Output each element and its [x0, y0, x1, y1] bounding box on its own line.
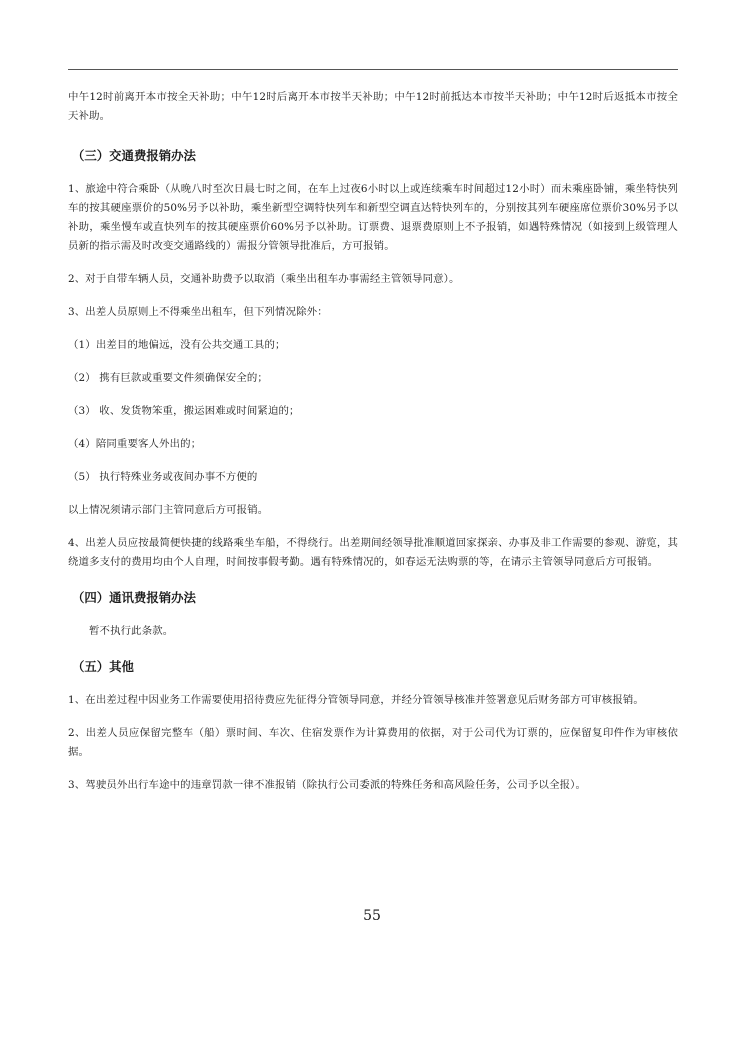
paragraph-other-1: 1、在出差过程中因业务工作需要使用招待费应先征得分管领导同意，并经分管领导核准并签署意见后财务部方可审核报销。	[68, 694, 644, 706]
paragraph-taxi-approval: 以上情况须请示部门主管同意后方可报销。	[68, 504, 269, 516]
paragraph-other-3: 3、驾驶员外出行车途中的违章罚款一律不准报销（除执行公司委派的特殊任务和高风险任务，公司予以全报）。	[68, 779, 587, 791]
paragraph-transport-1: 1、旅途中符合乘卧（从晚八时至次日晨七时之间，在车上过夜6小时以上或连续乘车时间超过12小时）而未乘座卧铺，乘坐特快列车的按其硬座票价的50%另予以补助，乘坐新型空调特快列车和新型空调直达特快列车的，分别按其列车硬座席位票价30%另予以补助，乘坐慢车或直快列车的按其硬座票价60%另予以补助。订票费、退票费原则上不予报销，如遇特殊情况（如接到上级管理人员新的指示需及时改变交通路线的）需报分管领导批准后，方可报销。	[68, 183, 678, 252]
heading-communication-expense: （四）通讯费报销办法	[72, 590, 196, 605]
paragraph-transport-4: 4、出差人员应按最简便快捷的线路乘坐车船，不得绕行。出差期间经领导批准顺道回家探亲、办事及非工作需要的参观、游览，其绕道多支付的费用均由个人自理，时间按事假考勤。遇有特殊情况的，如春运无法购票的等，在请示主管领导同意后方可报销。	[68, 537, 678, 568]
list-item-taxi-exception-4: （4）陪同重要客人外出的；	[68, 438, 202, 450]
header-rule	[68, 69, 678, 70]
list-item-taxi-exception-2: （2） 携有巨款或重要文件须确保安全的；	[68, 372, 268, 384]
list-item-taxi-exception-3: （3） 收、发货物笨重，搬运困难或时间紧迫的；	[68, 405, 300, 417]
paragraph-transport-3: 3、出差人员原则上不得乘坐出租车，但下列情况除外：	[68, 306, 328, 318]
paragraph-transport-2: 2、对于自带车辆人员，交通补助费予以取消（乘坐出租车办事需经主管领导同意）。	[68, 273, 460, 285]
page-body	[68, 88, 678, 795]
heading-other: （五）其他	[72, 659, 134, 674]
heading-transport-expense: （三）交通费报销办法	[72, 148, 196, 163]
paragraph-allowance-rules: 中午12时前离开本市按全天补助；中午12时后离开本市按半天补助；中午12时前抵达本市按半天补助；中午12时后返抵本市按全天补助。	[68, 91, 678, 122]
page-number: 55	[363, 908, 381, 924]
list-item-taxi-exception-5: （5） 执行特殊业务或夜间办事不方便的	[68, 471, 258, 483]
list-item-taxi-exception-1: （1）出差目的地偏远，没有公共交通工具的；	[68, 339, 286, 351]
paragraph-communication-note: 暂不执行此条款。	[89, 625, 174, 637]
paragraph-other-2: 2、出差人员应保留完整车（船）票时间、车次、住宿发票作为计算费用的依据，对于公司代为订票的，应保留复印件作为审核依据。	[68, 727, 678, 758]
